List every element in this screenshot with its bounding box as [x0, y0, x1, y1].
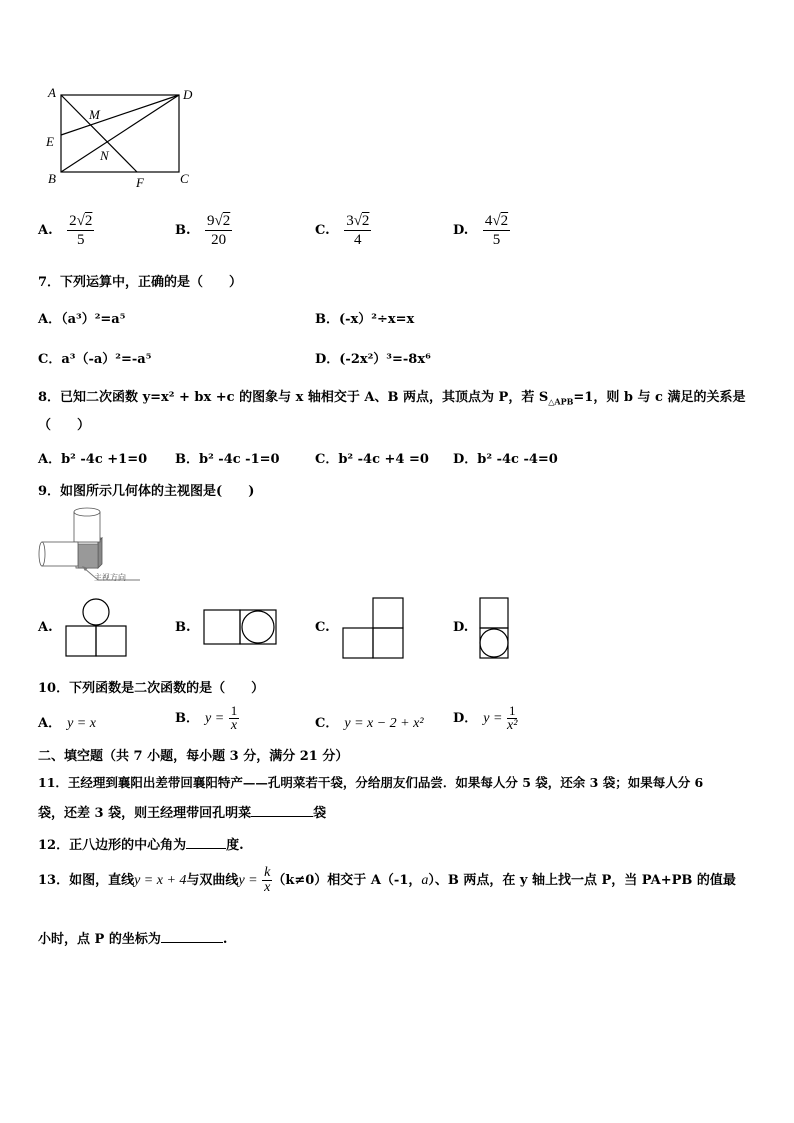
- q11-line2-post: 袋: [313, 806, 327, 821]
- q6-option-radicand: 2: [222, 213, 231, 229]
- q10-option-a-expr: y = x: [67, 716, 96, 731]
- q6-option-den: 5: [77, 232, 85, 248]
- q10-option-a[interactable]: [38, 712, 96, 732]
- q8-stem-pre: 8．已知二次函数 y=x² + bx +c 的图象与 x 轴相交于 A、B 两点，其顶点为 P，若 S: [38, 390, 549, 405]
- q13-post: （k≠0）相交于 A（-1，: [272, 873, 422, 888]
- q12: [38, 834, 244, 853]
- q10-option-b[interactable]: [175, 704, 239, 733]
- q9-option-b-figure[interactable]: [202, 608, 280, 646]
- q8-option-a[interactable]: A．b² -4c +1=0: [38, 452, 148, 467]
- section-2-heading: 二、填空题（共 7 小题，每小题 3 分，满分 21 分）: [38, 749, 349, 764]
- q13-line2: [38, 928, 227, 947]
- label-A: A: [48, 85, 56, 100]
- q13-line1: [38, 866, 736, 895]
- q10-option-c-expr: y = x − 2 + x²: [344, 716, 424, 731]
- q12-pre: 12．正八边形的中心角为: [38, 838, 187, 853]
- q11-line1: 11．王经理到襄阳出差带回襄阳特产——孔明菜若干袋，分给朋友们品尝．如果每人分 5 袋，还余 3 袋；如果每人分 6: [38, 775, 704, 790]
- q7-option-c[interactable]: C．a³（-a）²=-a⁵: [38, 352, 152, 367]
- q10-option-d-num: 1: [508, 703, 516, 718]
- q10-stem: 10．下列函数是二次函数的是（ ）: [38, 681, 265, 696]
- q6-option-letter: B.: [175, 223, 191, 238]
- q8-option-c[interactable]: C．b² -4c +4 =0: [315, 452, 429, 467]
- q10-option-d-den: x²: [507, 718, 518, 733]
- q9-option-a-letter[interactable]: A.: [38, 620, 53, 635]
- q7-option-d[interactable]: D．(-2x²）³=-8x⁶: [315, 352, 431, 367]
- q13-hyp-num: k: [264, 865, 271, 880]
- q10-option-d-y: y =: [483, 711, 503, 726]
- q11-answer-blank[interactable]: [251, 816, 313, 817]
- q9-option-c-letter[interactable]: C.: [315, 620, 330, 635]
- q10-option-b-y: y =: [205, 711, 225, 726]
- q6-option-den: 4: [354, 232, 362, 248]
- q10-option-letter: C．: [315, 716, 339, 731]
- label-M: M: [89, 107, 100, 122]
- q7-option-a[interactable]: A．（a³）²=a⁵: [38, 312, 126, 327]
- q9-option-a-figure[interactable]: [63, 598, 129, 660]
- label-F: F: [136, 175, 144, 190]
- q10-option-b-num: 1: [230, 703, 238, 718]
- label-E: E: [46, 134, 54, 149]
- q8-paren: （ ）: [38, 418, 91, 433]
- rectangle-figure: [40, 84, 200, 194]
- q9-option-d-figure[interactable]: [478, 596, 512, 660]
- q11-line2-pre: 袋，还差 3 袋，则王经理带回孔明菜: [38, 806, 252, 821]
- q8-stem-post: =1，则 b 与 c 满足的关系是: [573, 390, 746, 405]
- q7-option-b[interactable]: B．(-x）²÷x=x: [315, 312, 415, 327]
- q13-a: a: [421, 873, 429, 888]
- q6-option-c[interactable]: C. $\frac{3√2}{4}$: [315, 213, 370, 248]
- q10-option-letter: A．: [38, 716, 62, 731]
- q8-option-b[interactable]: B．b² -4c -1=0: [175, 452, 280, 467]
- q6-option-d[interactable]: D. $\frac{4√2}{5}$: [453, 213, 509, 248]
- q9-option-c-figure[interactable]: [340, 596, 406, 660]
- q8-stem: [38, 386, 745, 407]
- view-direction-label: 主视方向: [94, 573, 126, 582]
- solid-3d-figure: [36, 500, 146, 585]
- q6-option-letter: A.: [38, 223, 53, 238]
- q6-option-a[interactable]: A. $\frac{2√2}{5}$: [38, 213, 93, 248]
- q6-option-radicand: 2: [500, 213, 509, 229]
- q10-option-c[interactable]: [315, 712, 424, 732]
- q9-stem: 9．如图所示几何体的主视图是( ): [38, 484, 255, 499]
- q6-option-coef: 4: [484, 213, 493, 229]
- q13-pre: 13．如图，直线: [38, 873, 135, 888]
- q11-line2: [38, 802, 326, 821]
- q10-option-b-den: x: [230, 718, 238, 733]
- q6-option-b[interactable]: B. $\frac{9√2}{20}$: [175, 213, 231, 248]
- q6-option-radicand: 2: [84, 213, 93, 229]
- q13-post2: ）、B 两点，在 y 轴上找一点 P，当 PA+PB 的值最: [428, 873, 736, 888]
- q13-line2-pre: 小时，点 P 的坐标为: [38, 932, 161, 947]
- q10-option-d[interactable]: [453, 704, 517, 733]
- q6-option-letter: C.: [315, 223, 330, 238]
- label-B: B: [48, 171, 56, 186]
- q13-line2-post: .: [222, 932, 228, 947]
- q6-option-coef: 3: [346, 213, 354, 229]
- q8-option-d[interactable]: D．b² -4c -4=0: [453, 452, 558, 467]
- q10-option-letter: D．: [453, 711, 478, 726]
- q13-hyp-y: y =: [238, 873, 258, 888]
- q6-option-den: 5: [492, 232, 501, 248]
- q6-option-coef: 9: [207, 213, 215, 229]
- q6-option-coef: 2: [69, 213, 77, 229]
- q12-post: 度.: [226, 838, 244, 853]
- q8-stem-sub: △APB: [548, 396, 574, 407]
- label-C: C: [180, 171, 189, 186]
- q6-option-letter: D.: [453, 223, 469, 238]
- q13-answer-blank[interactable]: [161, 942, 223, 943]
- q6-option-den: 20: [211, 232, 227, 248]
- q10-option-letter: B．: [175, 711, 199, 726]
- q7-stem: 7．下列运算中，正确的是（ ）: [38, 275, 243, 290]
- q13-mid: 与双曲线: [186, 873, 239, 888]
- label-N: N: [100, 148, 109, 163]
- q12-answer-blank[interactable]: [186, 848, 226, 849]
- q9-option-b-letter[interactable]: B.: [175, 620, 191, 635]
- q9-option-d-letter[interactable]: D.: [453, 620, 469, 635]
- label-D: D: [183, 87, 193, 102]
- q13-line-expr: y = x + 4: [134, 873, 187, 888]
- q13-hyp-den: x: [264, 880, 271, 895]
- q6-option-radicand: 2: [361, 213, 370, 229]
